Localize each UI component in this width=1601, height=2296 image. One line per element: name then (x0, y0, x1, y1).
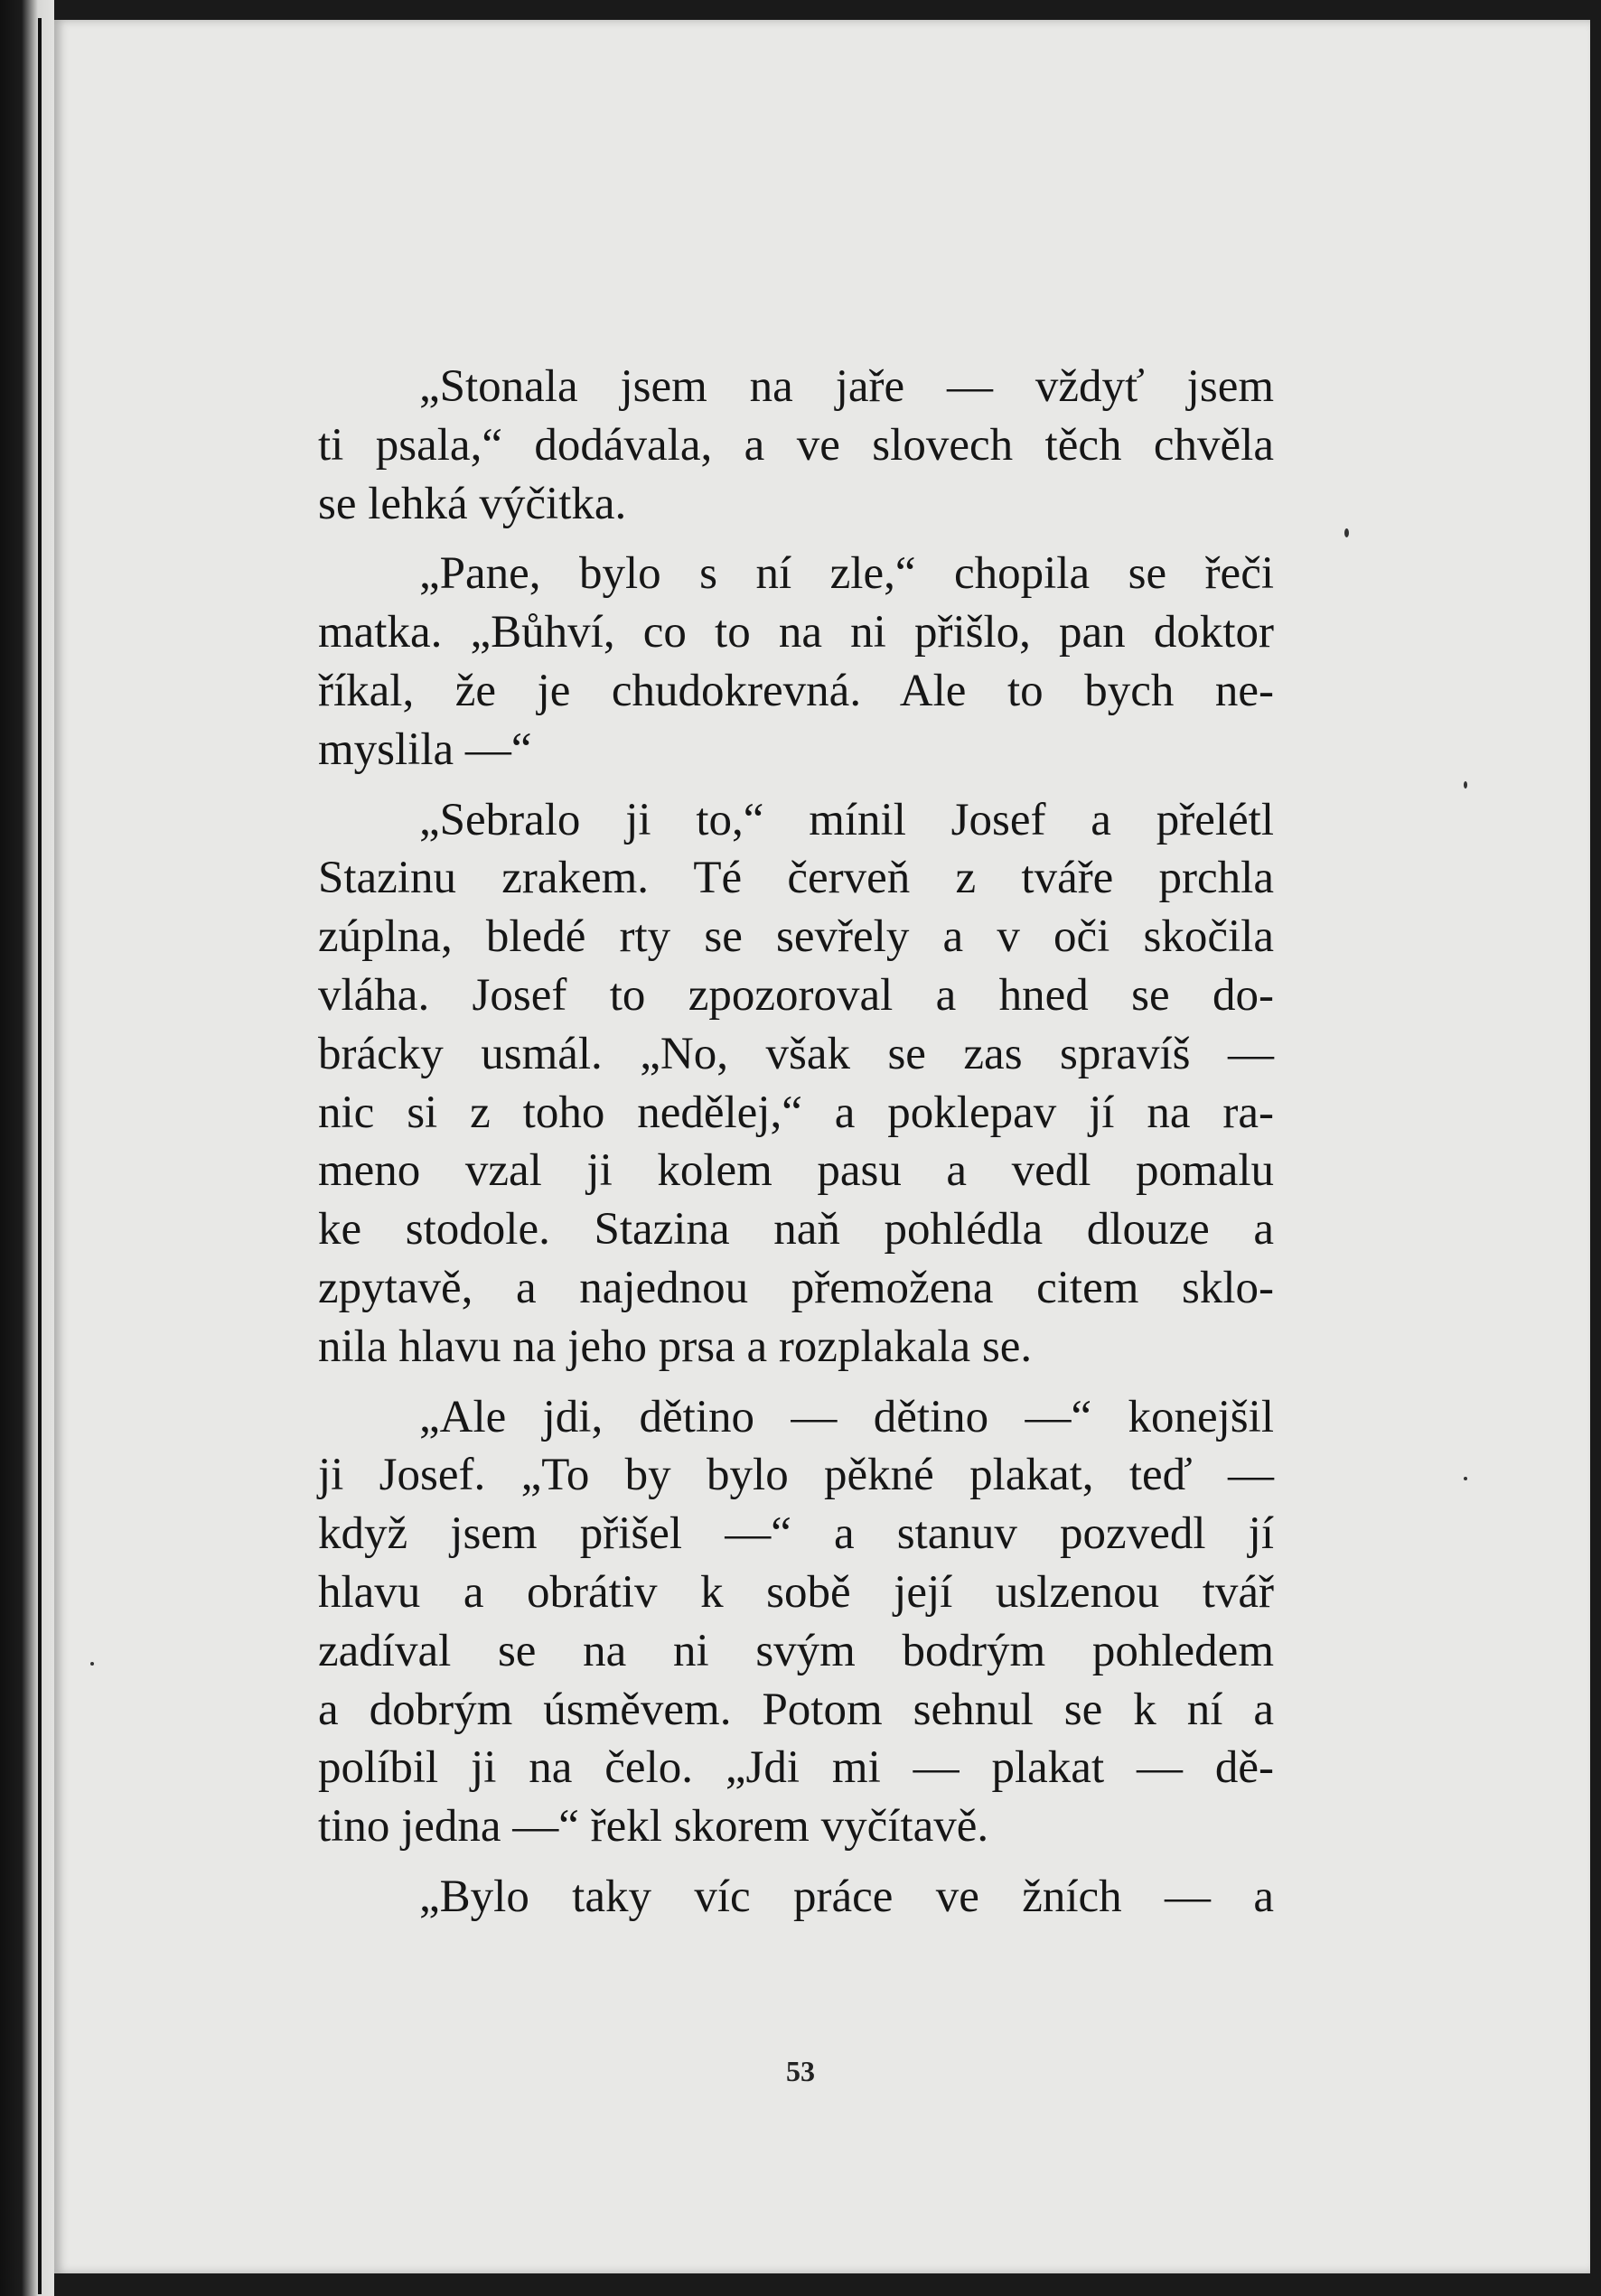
text-line: ji Josef. „To by bylo pěkné plakat, teď — (318, 1450, 1274, 1501)
text-line: se lehká výčitka. (318, 478, 627, 529)
text-line: vláha. Josef to zpozoroval a hned se do- (318, 969, 1274, 1021)
text-line: nic si z toho nedělej,“ a poklepav jí na ra- (318, 1087, 1274, 1138)
text-line: když jsem přišel —“ a stanuv pozvedl jí (318, 1508, 1274, 1560)
text-line: nila hlavu na jeho prsa a rozplakala se. (318, 1321, 1033, 1372)
text-line: brácky usmál. „No, však se zas spravíš — (318, 1028, 1274, 1079)
text-line: tino jedna —“ řekl skorem vyčítavě. (318, 1801, 989, 1853)
text-line: „Stonala jsem na jaře — vždyť jsem (419, 361, 1274, 412)
text-line: zúplna, bledé rty se sevřely a v oči skočila (318, 911, 1274, 963)
paragraph (318, 545, 1274, 779)
text-line: Stazinu zrakem. Té červeň z tváře prchla (318, 853, 1274, 904)
text-line: „Bylo taky víc práce ve žních — a (419, 1871, 1274, 1922)
paragraph (318, 358, 1274, 533)
book-binding (0, 0, 54, 2296)
text-line: meno vzal ji kolem pasu a vedl pomalu (318, 1145, 1274, 1197)
paragraph (318, 1388, 1274, 1856)
text-line: ti psala,“ dodávala, a ve slovech těch chvěla (318, 419, 1274, 471)
text-line: políbil ji na čelo. „Jdi mi — plakat — dě- (318, 1742, 1274, 1794)
page-number: 53 (786, 2055, 815, 2087)
ink-speck (1464, 781, 1467, 789)
text-line: a dobrým úsměvem. Potom sehnul se k ní a (318, 1684, 1274, 1735)
binding-edge-line (38, 18, 42, 2294)
text-line: říkal, že je chudokrevná. Ale to bych ne- (318, 665, 1274, 716)
text-line: zadíval se na ni svým bodrým pohledem (318, 1625, 1274, 1676)
ink-speck (90, 1662, 94, 1666)
paragraph (318, 791, 1274, 1377)
ink-speck (1344, 528, 1349, 537)
text-line: ke stodole. Stazina naň pohlédla dlouze a (318, 1204, 1274, 1255)
text-line: zpytavě, a najednou přemožena citem sklo- (318, 1262, 1274, 1313)
text-line: matka. „Bůhví, co to na ni přišlo, pan doktor (318, 607, 1274, 658)
text-line: „Pane, bylo s ní zle,“ chopila se řeči (419, 548, 1274, 600)
paragraph (318, 1868, 1274, 1927)
text-line: myslila —“ (318, 723, 532, 775)
text-line: „Ale jdi, dětino — dětino —“ konejšil (419, 1391, 1274, 1442)
text-line: hlavu a obrátiv k sobě její uslzenou tvář (318, 1566, 1274, 1618)
ink-speck (1464, 1477, 1467, 1480)
body-text (318, 358, 1274, 1938)
text-line: „Sebralo ji to,“ mínil Josef a přelétl (419, 794, 1274, 845)
